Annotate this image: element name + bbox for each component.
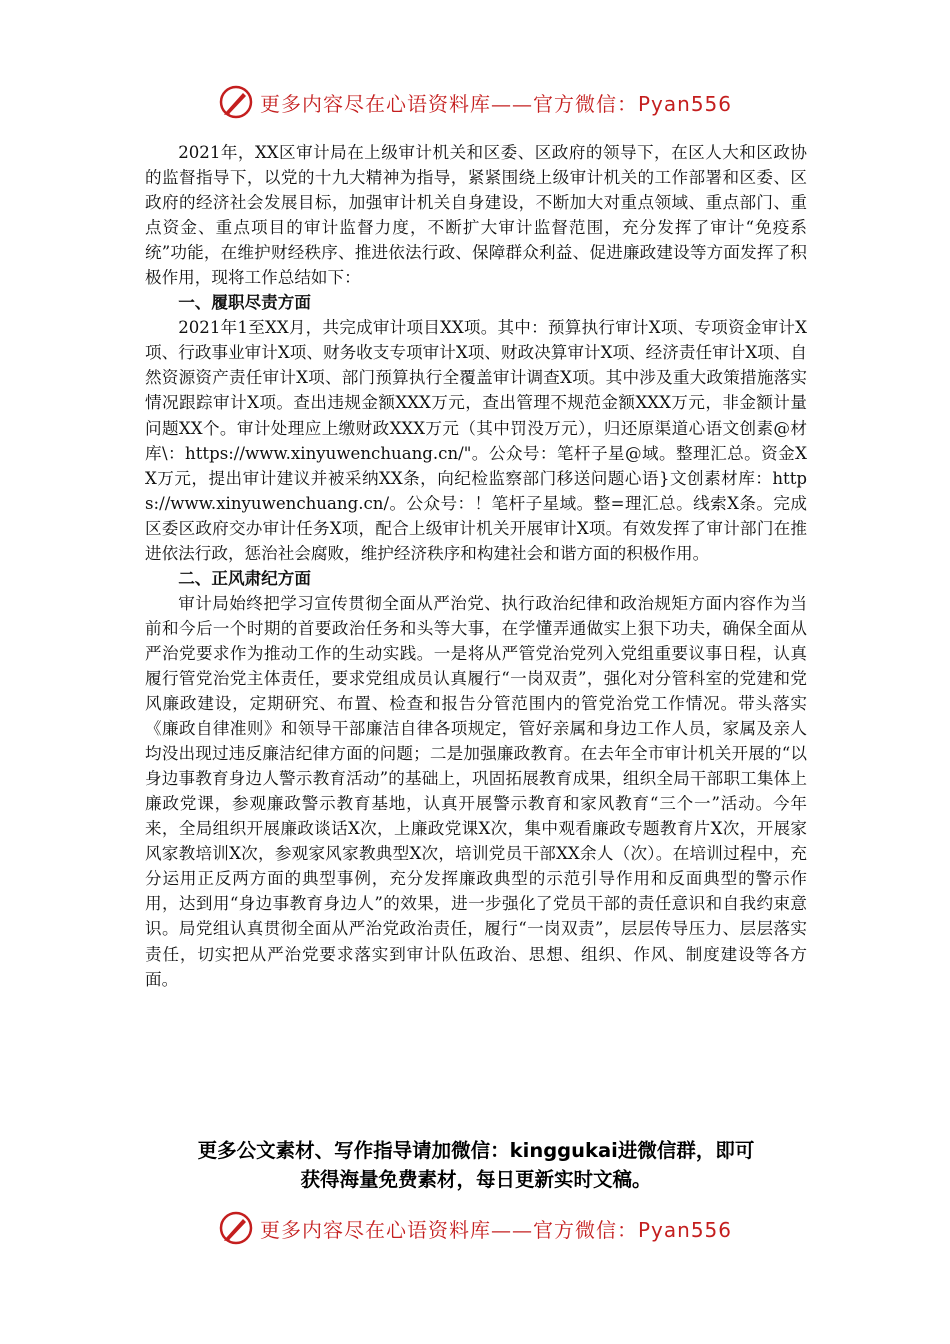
- pen-circle-logo-icon: [218, 84, 254, 120]
- footer-note-line-2: 获得海量免费素材，每日更新实时文稿。: [300, 1168, 652, 1191]
- wechat-id: Pyan556: [637, 91, 732, 116]
- footer-watermark-banner: [0, 1206, 950, 1250]
- banner-text: 更多内容尽在心语资料库——官方微信：Pyan556: [259, 1217, 732, 1242]
- footer-promo-note: [145, 1136, 807, 1194]
- header-watermark-banner: [0, 80, 950, 124]
- section-heading-2: 二、正风肃纪方面: [178, 568, 311, 588]
- paragraph-section-2: 审计局始终把学习宣传贯彻全面从严治党、执行政治纪律和政治规矩方面内容作为当前和今后一个时期的首要政治任务和头等大事，在学懂弄通做实上狠下功夫，确保全面从严治党要求作为推动工作的生动实践。一是将从严管党治党列入党组重要议事日程，认真履行管党治党主体责任，要求党组成员认真履行“一岗双责”，强化对分管科室的党建和党风廉政建设，定期研究、布置、检查和报告分管范围内的管党治党工作情况。带头落实《廉政自律准则》和领导干部廉洁自律各项规定，管好亲属和身边工作人员，家属及亲人均没出现过违反廉洁纪律方面的问题；二是加强廉政教育。在去年全市审计机关开展的“以身边事教育身边人警示教育活动”的基础上，巩固拓展教育成果，组织全局干部职工集体上廉政党课，参观廉政警示教育基地，认真开展警示教育和家风教育“三个一”活动。今年来，全局组织开展廉政谈话X次，上廉政党课X次，集中观看廉政专题教育片X次，开展家风家教培训X次，参观家风家教典型X次，培训党员干部XX余人（次）。在培训过程中，充分运用正反两方面的典型事例，充分发挥廉政典型的示范引导作用和反面典型的警示作用，达到用“身边事教育身边人”的效果，进一步强化了党员干部的责任意识和自我约束意识。局党组认真贯彻全面从严治党政治责任，履行“一岗双责”，层层传导压力、层层落实责任，切实把从严治党要求落实到审计队伍政治、思想、组织、作风、制度建设等各方面。: [145, 593, 807, 989]
- document-body: [145, 140, 807, 992]
- paragraph-intro: 2021年，XX区审计局在上级审计机关和区委、区政府的领导下，在区人大和区政协的监督指导下，以党的十九大精神为指导，紧紧围绕上级审计机关的工作部署和区委、区政府的经济社会发展目标，加强审计机关自身建设，不断加大对重点领域、重点部门、重点资金、重点项目的审计监督力度，不断扩大审计监督范围，充分发挥了审计“免疫系统”功能，在维护财经秩序、推进依法行政、保障群众利益、促进廉政建设等方面发挥了积极作用，现将工作总结如下：: [145, 143, 807, 288]
- wechat-id: Pyan556: [637, 1217, 732, 1242]
- pen-circle-logo-icon: [218, 1210, 254, 1246]
- paragraph-section-1: 2021年1至XX月，共完成审计项目XX项。其中：预算执行审计X项、专项资金审计X项、行政事业审计X项、财务收支专项审计X项、财政决算审计X项、经济责任审计X项、自然资源资产责任审计X项、部门预算执行全覆盖审计调查X项。其中涉及重大政策措施落实情况跟踪审计X项。查出违规金额XXX万元，查出管理不规范金额XXX万元，非金额计量问题XX个。审计处理应上缴财政XXX万元（其中罚没万元），归还原渠道心语文创素@材库\：https://www.xinyuwenchuang.cn/"。公众号：笔杆子星@域。整理汇总。资金XX万元，提出审计建议并被采纳XX条，向纪检监察部门移送问题心语}文创素材库：https://www.xinyuwenchuang.cn/。公众号：！笔杆子星域。整=理汇总。线索X条。完成区委区政府交办审计任务X项，配合上级审计机关开展审计X项。有效发挥了审计部门在推进依法行政，惩治社会腐败，维护经济秩序和构建社会和谐方面的积极作用。: [145, 318, 807, 563]
- banner-text: 更多内容尽在心语资料库——官方微信：Pyan556: [259, 91, 732, 116]
- footer-note-line-1: 更多公文素材、写作指导请加微信：kinggukai进微信群，即可: [197, 1139, 755, 1162]
- section-heading-1: 一、履职尽责方面: [178, 293, 311, 313]
